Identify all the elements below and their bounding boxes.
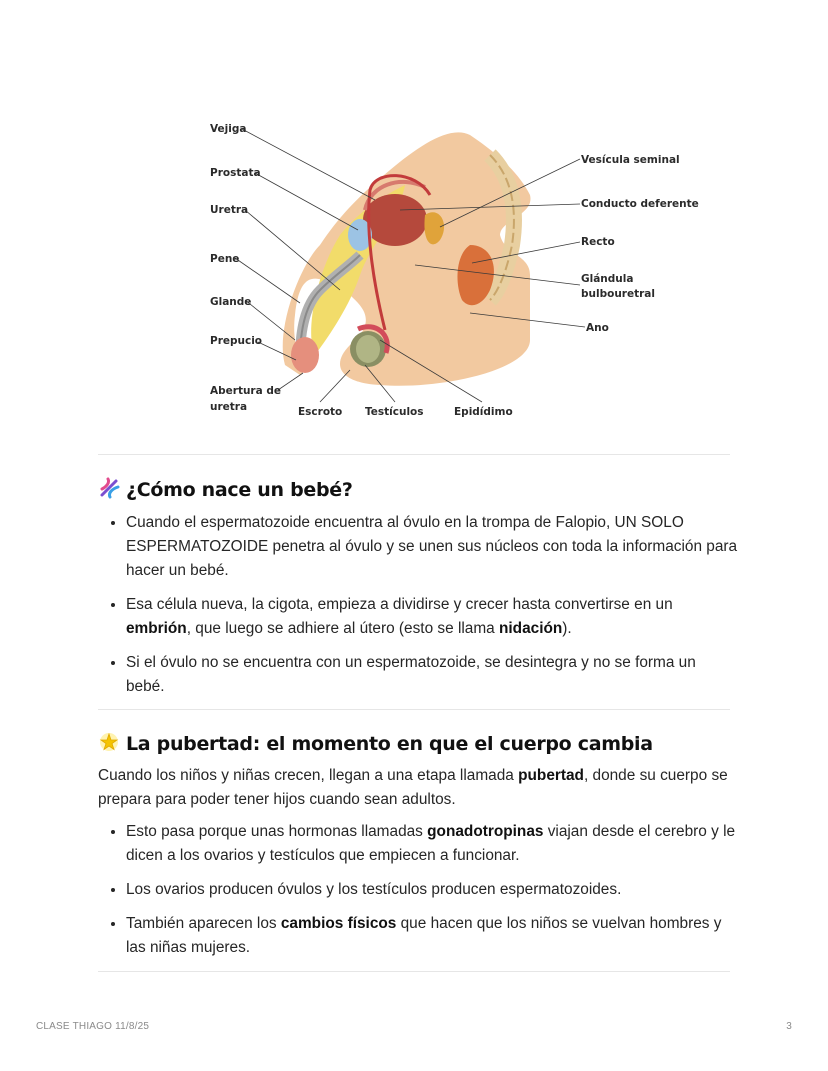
label-ano: Ano	[586, 322, 609, 334]
label-bulbouretral: bulbouretral	[581, 288, 655, 300]
label-vejiga: Vejiga	[210, 123, 247, 135]
list-item: • También aparecen los cambios físicos que hacen que los niños se vuelvan hombres y las niñas mujeres.	[126, 912, 738, 960]
list-item: • Esto pasa porque unas hormonas llamadas gonadotropinas viajan desde el cerebro y le dicen a los ovarios y testículos que empiecen a funcionar.	[126, 820, 738, 868]
section-heading-pubertad	[98, 731, 653, 758]
label-conducto-deferente: Conducto deferente	[581, 198, 699, 210]
label-glande: Glande	[210, 296, 252, 308]
anatomy-diagram	[200, 115, 700, 425]
section-title: La pubertad: el momento en que el cuerpo cambia	[126, 733, 653, 755]
label-prepucio: Prepucio	[210, 335, 263, 347]
label-prostata: Prostata	[210, 167, 261, 179]
testis-inner	[356, 335, 380, 363]
section-title: ¿Cómo nace un bebé?	[126, 479, 353, 501]
section-pubertad-body	[98, 764, 738, 970]
section-como-nace-body	[98, 511, 738, 709]
label-uretra-2: uretra	[210, 401, 248, 413]
page-number: 3	[786, 1021, 792, 1032]
label-pene: Pene	[210, 253, 240, 265]
label-recto: Recto	[581, 236, 615, 248]
label-epididimo: Epidídimo	[454, 406, 513, 418]
label-vesicula-seminal: Vesícula seminal	[581, 154, 680, 166]
divider	[98, 709, 730, 710]
label-escroto: Escroto	[298, 406, 343, 418]
star-icon	[98, 731, 122, 758]
label-abertura: Abertura de	[210, 385, 281, 397]
bullet-list	[98, 511, 738, 699]
list-item: • Los ovarios producen óvulos y los testículos producen espermatozoides.	[126, 878, 738, 902]
list-item: • Cuando el espermatozoide encuentra al óvulo en la trompa de Falopio, UN SOLO ESPERMATOZOIDE penetra al óvulo y se unen sus núcleos con toda la información para hacer un bebé.	[126, 511, 738, 583]
footer-label: CLASE THIAGO 11/8/25	[36, 1021, 150, 1032]
divider	[98, 971, 730, 972]
section-heading-como-nace	[98, 477, 353, 504]
label-uretra: Uretra	[210, 204, 249, 216]
glans	[291, 337, 319, 373]
bladder	[363, 194, 427, 246]
dna-icon	[98, 477, 122, 504]
divider	[98, 454, 730, 455]
list-item: • Esa célula nueva, la cigota, empieza a dividirse y crecer hasta convertirse en un embrión, que luego se adhiere al útero (esto se llama nidación).	[126, 593, 738, 641]
label-testiculos: Testículos	[365, 406, 424, 418]
intro-paragraph: Cuando los niños y niñas crecen, llegan a una etapa llamada pubertad, donde su cuerpo se prepara para poder tener hijos cuando sean adultos.	[98, 767, 728, 808]
male-reproductive-system-illustration	[200, 115, 700, 425]
bullet-list	[98, 820, 738, 960]
list-item: • Si el óvulo no se encuentra con un espermatozoide, se desintegra y no se forma un bebé.	[126, 651, 738, 699]
label-glandula: Glándula	[581, 273, 634, 285]
